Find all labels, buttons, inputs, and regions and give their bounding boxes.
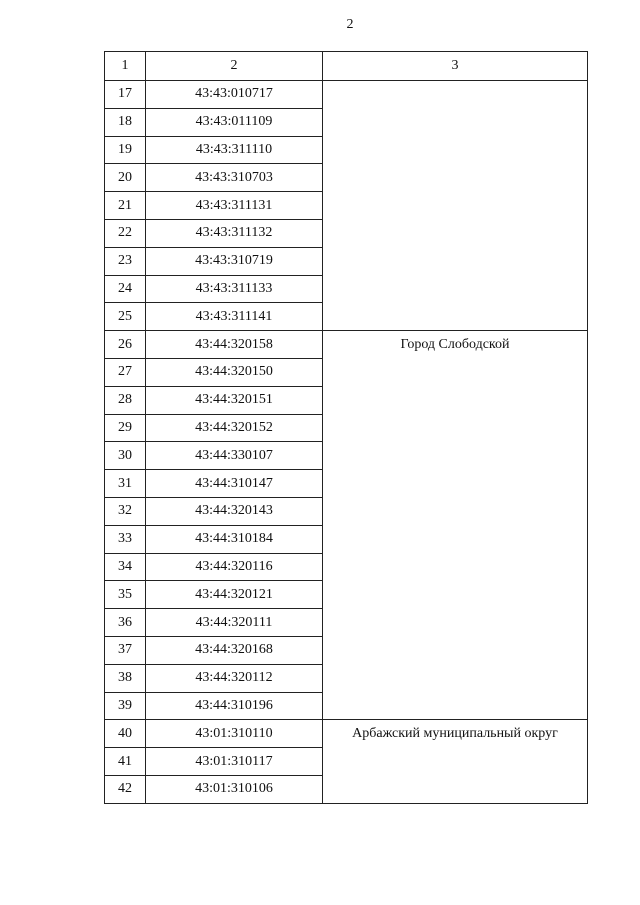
row-number-cell: 17 bbox=[105, 81, 146, 109]
cadastral-number-cell: 43:44:320112 bbox=[146, 664, 323, 692]
row-number-cell: 35 bbox=[105, 581, 146, 609]
cadastral-number-cell: 43:44:330107 bbox=[146, 442, 323, 470]
row-number-cell: 34 bbox=[105, 553, 146, 581]
cadastral-number-cell: 43:43:310703 bbox=[146, 164, 323, 192]
cadastral-number-cell: 43:44:320116 bbox=[146, 553, 323, 581]
cadastral-number-cell: 43:44:310184 bbox=[146, 525, 323, 553]
row-number-cell: 28 bbox=[105, 386, 146, 414]
cadastral-number-cell: 43:43:310719 bbox=[146, 247, 323, 275]
row-number-cell: 26 bbox=[105, 331, 146, 359]
cadastral-number-cell: 43:43:311110 bbox=[146, 136, 323, 164]
cadastral-number-cell: 43:44:320143 bbox=[146, 497, 323, 525]
table-row bbox=[105, 331, 588, 359]
row-number-cell: 41 bbox=[105, 748, 146, 776]
row-number-cell: 40 bbox=[105, 720, 146, 748]
cadastral-number-cell: 43:44:320121 bbox=[146, 581, 323, 609]
table-row bbox=[105, 81, 588, 109]
page-number: 2 bbox=[346, 17, 354, 32]
row-number-cell: 38 bbox=[105, 664, 146, 692]
cadastral-number-cell: 43:44:310196 bbox=[146, 692, 323, 720]
cadastral-number-cell: 43:43:010717 bbox=[146, 81, 323, 109]
cadastral-number-cell: 43:44:320152 bbox=[146, 414, 323, 442]
cadastral-number-cell: 43:44:310147 bbox=[146, 470, 323, 498]
row-number-cell: 21 bbox=[105, 192, 146, 220]
table-body bbox=[105, 52, 588, 804]
row-number-cell: 18 bbox=[105, 108, 146, 136]
header-cell-col3: 3 bbox=[323, 52, 588, 81]
cadastral-number-cell: 43:44:320168 bbox=[146, 636, 323, 664]
cadastral-number-cell: 43:43:011109 bbox=[146, 108, 323, 136]
cadastral-number-cell: 43:44:320151 bbox=[146, 386, 323, 414]
row-number-cell: 36 bbox=[105, 609, 146, 637]
row-number-cell: 39 bbox=[105, 692, 146, 720]
cadastral-number-cell: 43:01:310110 bbox=[146, 720, 323, 748]
header-row bbox=[105, 52, 588, 81]
row-number-cell: 31 bbox=[105, 470, 146, 498]
municipality-cell: Город Слободской bbox=[323, 331, 588, 720]
cadastral-number-cell: 43:01:310117 bbox=[146, 748, 323, 776]
row-number-cell: 23 bbox=[105, 247, 146, 275]
row-number-cell: 25 bbox=[105, 303, 146, 331]
cadastral-number-cell: 43:43:311132 bbox=[146, 219, 323, 247]
header-cell-col1: 1 bbox=[105, 52, 146, 81]
row-number-cell: 27 bbox=[105, 358, 146, 386]
row-number-cell: 19 bbox=[105, 136, 146, 164]
row-number-cell: 42 bbox=[105, 775, 146, 803]
cadastral-number-cell: 43:44:320158 bbox=[146, 331, 323, 359]
cadastral-number-cell: 43:44:320150 bbox=[146, 358, 323, 386]
row-number-cell: 30 bbox=[105, 442, 146, 470]
table-row bbox=[105, 720, 588, 748]
cadastral-number-cell: 43:43:311131 bbox=[146, 192, 323, 220]
municipality-cell: Арбажский муниципальный округ bbox=[323, 720, 588, 803]
row-number-cell: 37 bbox=[105, 636, 146, 664]
header-cell-col2: 2 bbox=[146, 52, 323, 81]
row-number-cell: 24 bbox=[105, 275, 146, 303]
cadastral-table-container bbox=[104, 51, 588, 804]
cadastral-table bbox=[104, 51, 588, 804]
cadastral-number-cell: 43:01:310106 bbox=[146, 775, 323, 803]
cadastral-number-cell: 43:44:320111 bbox=[146, 609, 323, 637]
row-number-cell: 20 bbox=[105, 164, 146, 192]
row-number-cell: 29 bbox=[105, 414, 146, 442]
row-number-cell: 33 bbox=[105, 525, 146, 553]
row-number-cell: 22 bbox=[105, 219, 146, 247]
cadastral-number-cell: 43:43:311133 bbox=[146, 275, 323, 303]
cadastral-number-cell: 43:43:311141 bbox=[146, 303, 323, 331]
municipality-cell bbox=[323, 81, 588, 331]
row-number-cell: 32 bbox=[105, 497, 146, 525]
